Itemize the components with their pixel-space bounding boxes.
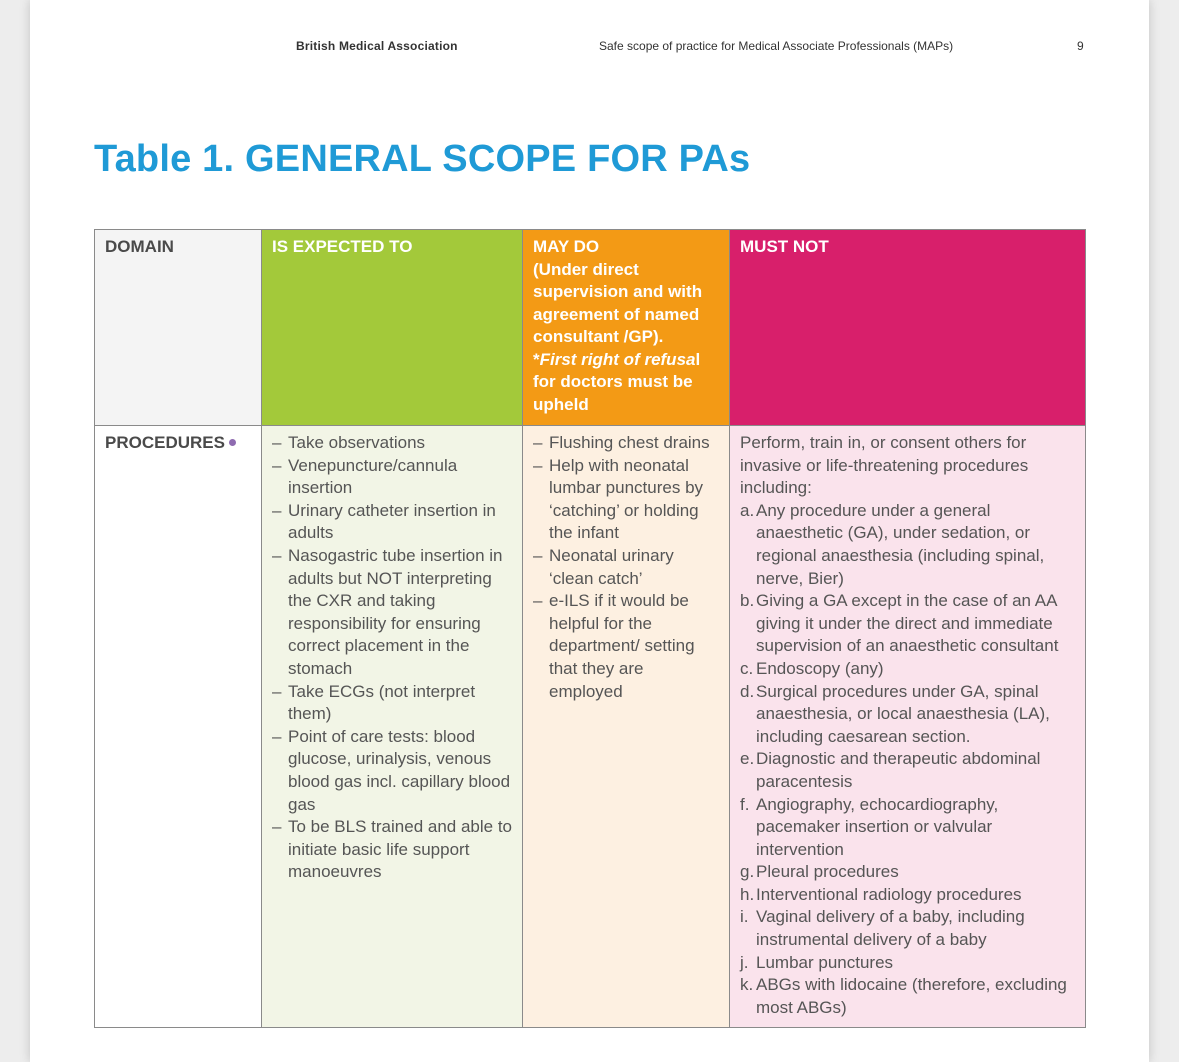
list-item xyxy=(740,658,1077,681)
list-item: – Urinary catheter insertion in adults xyxy=(272,500,514,545)
list-marker: e. xyxy=(740,749,755,769)
list-item-text: Surgical procedures under GA, spinal anaesthesia, or local anaesthesia (LA), including caesarean section. xyxy=(756,681,1050,746)
list-item: – e-ILS if it would be helpful for the department/ setting that they are employed xyxy=(533,590,721,703)
list-item-text: ABGs with lidocaine (therefore, excluding most ABGs) xyxy=(756,975,1067,1017)
may-do-note-star: * xyxy=(533,349,540,369)
list-marker: d. xyxy=(740,681,755,701)
may-do-note xyxy=(533,259,721,417)
bullet-dot-icon xyxy=(229,439,236,446)
list-marker: h. xyxy=(740,884,755,904)
header-organisation: British Medical Association xyxy=(296,39,458,53)
list-marker: i. xyxy=(740,907,749,927)
list-marker: k. xyxy=(740,975,754,995)
list-marker: c. xyxy=(740,658,754,678)
expected-cell xyxy=(262,426,523,1028)
must-not-cell xyxy=(730,426,1086,1028)
list-item xyxy=(740,681,1077,749)
list-marker: f. xyxy=(740,794,750,814)
may-do-list xyxy=(533,432,721,703)
domain-cell xyxy=(95,426,262,1028)
list-item: – Venepuncture/cannula insertion xyxy=(272,455,514,500)
list-item xyxy=(740,884,1077,907)
list-item-text: Interventional radiology procedures xyxy=(756,884,1022,904)
must-not-intro: Perform, train in, or consent others for invasive or life-threatening procedures including: xyxy=(740,433,1029,498)
list-marker: a. xyxy=(740,500,755,520)
list-item-text: Pleural procedures xyxy=(756,862,899,882)
list-item xyxy=(740,952,1077,975)
may-do-note-rest: l for doctors must be upheld xyxy=(533,349,701,414)
list-item xyxy=(740,500,1077,590)
may-do-note-italic: First right of refusa xyxy=(539,349,696,369)
header-must-not: MUST NOT xyxy=(730,230,1086,426)
table-row-procedures xyxy=(95,426,1086,1028)
list-item xyxy=(740,590,1077,658)
list-item-text: Angiography, echocardiography, pacemaker insertion or valvular intervention xyxy=(756,794,999,859)
list-item: – Take observations xyxy=(272,432,514,455)
list-item: – Help with neonatal lumbar punctures by ‘catching’ or holding the infant xyxy=(533,455,721,545)
may-do-note-text: (Under direct supervision and with agreement of named consultant /GP). xyxy=(533,259,703,346)
may-do-title: MAY DO xyxy=(533,237,600,256)
list-item: – Neonatal urinary ‘clean catch’ xyxy=(533,545,721,590)
list-item-text: Lumbar punctures xyxy=(756,952,894,972)
table-title: Table 1. GENERAL SCOPE FOR PAs xyxy=(94,138,751,180)
list-marker: j. xyxy=(740,952,749,972)
list-item xyxy=(740,974,1077,1019)
list-item-text: Diagnostic and therapeutic abdominal paracentesis xyxy=(756,749,1041,791)
list-item: – Nasogastric tube insertion in adults but NOT interpreting the CXR and taking responsibility for ensuring correct placement in the stomach xyxy=(272,545,514,681)
list-marker: b. xyxy=(740,591,755,611)
list-item xyxy=(740,906,1077,951)
list-item: – Point of care tests: blood glucose, urinalysis, venous blood gas incl. capillary blood gas xyxy=(272,726,514,816)
document-page xyxy=(30,0,1149,1062)
may-do-cell xyxy=(523,426,730,1028)
list-item xyxy=(740,794,1077,862)
list-item-text: Vaginal delivery of a baby, including instrumental delivery of a baby xyxy=(756,907,1025,950)
table-header-row xyxy=(95,230,1086,426)
page-number: 9 xyxy=(1077,39,1084,53)
list-item-text: Endoscopy (any) xyxy=(756,658,884,678)
list-item-text: Any procedure under a general anaesthetic (GA), under sedation, or regional anaesthesia (including spinal, nerve, Bier) xyxy=(756,500,1045,588)
must-not-list xyxy=(740,500,1077,1020)
list-item xyxy=(740,748,1077,793)
header-may-do xyxy=(523,230,730,426)
domain-label: PROCEDURES xyxy=(105,433,225,452)
list-marker: g. xyxy=(740,862,755,882)
list-item: – To be BLS trained and able to initiate basic life support manoeuvres xyxy=(272,816,514,884)
list-item: – Take ECGs (not interpret them) xyxy=(272,681,514,726)
header-document-title: Safe scope of practice for Medical Associate Professionals (MAPs) xyxy=(599,39,954,53)
scope-table xyxy=(94,229,1086,1028)
list-item: – Flushing chest drains xyxy=(533,432,721,455)
header-domain: DOMAIN xyxy=(95,230,262,426)
list-item xyxy=(740,861,1077,884)
expected-list xyxy=(272,432,514,884)
list-item-text: Giving a GA except in the case of an AA giving it under the direct and immediate supervision of an anaesthetic consultant xyxy=(756,591,1059,656)
header-is-expected-to: IS EXPECTED TO xyxy=(262,230,523,426)
